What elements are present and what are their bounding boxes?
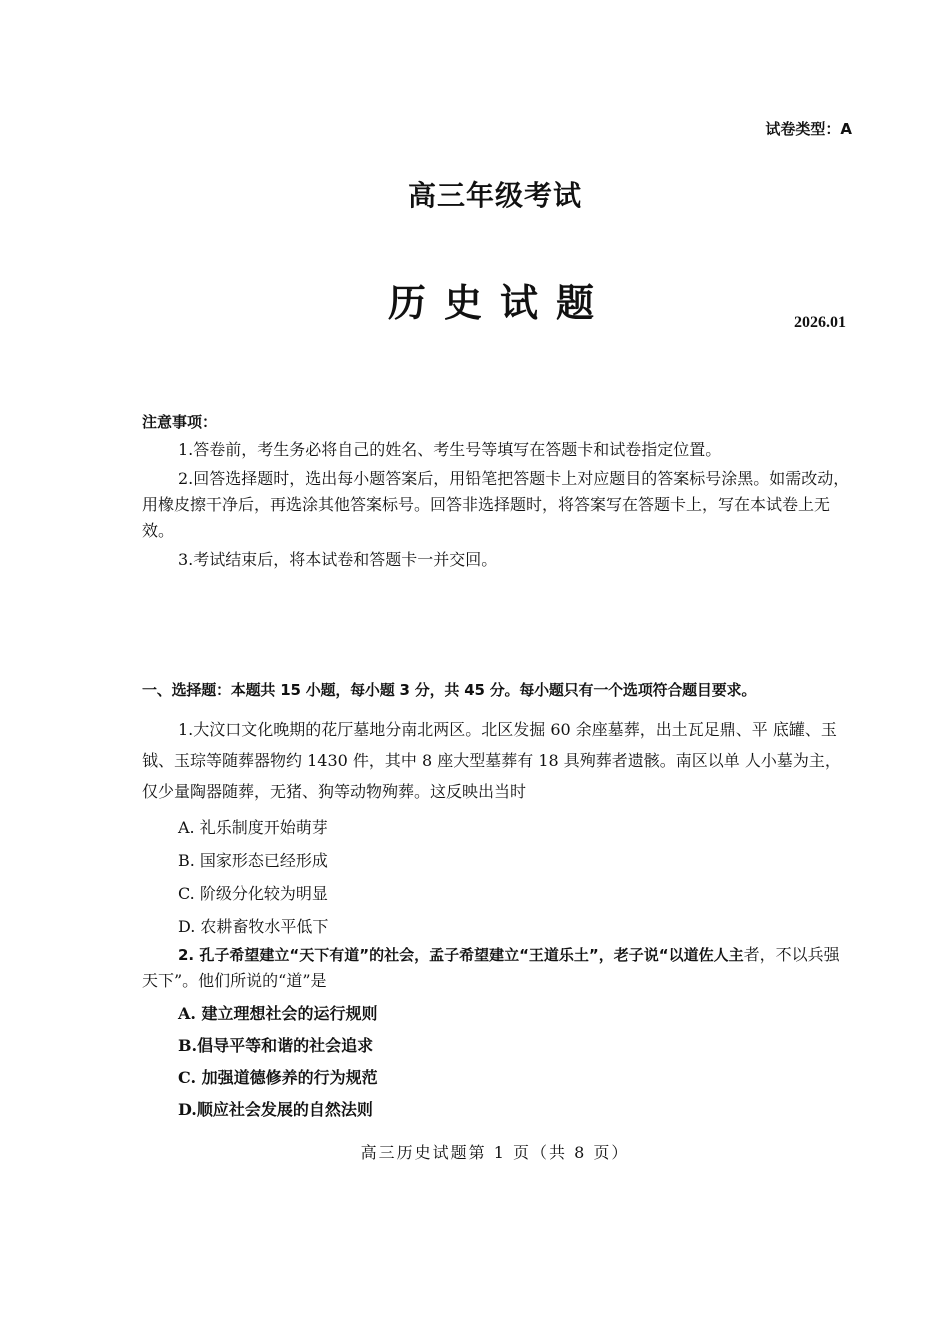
notice-item: 2.回答选择题时，选出每小题答案后，用铅笔把答题卡上对应题目的答案标号涂黑。如需改动，用橡皮擦干净后，再选涂其他答案标号。回答非选择题时，将答案写在答题卡上，写在本试卷上无效。 xyxy=(142,469,850,540)
notice-title: 注意事项： xyxy=(142,413,218,431)
paper-type-label: 试卷类型：A xyxy=(765,120,852,138)
option-c: C. 加强道德修养的行为规范 xyxy=(178,1068,378,1087)
question-stem-rest: 者，不以兵强天下”。他们所说的“道”是 xyxy=(142,945,840,990)
question-2 xyxy=(142,942,854,1122)
page-footer: 高三历史试题第 1 页（共 8 页） xyxy=(360,1143,630,1162)
option-d: D.顺应社会发展的自然法则 xyxy=(178,1100,373,1119)
notice-list xyxy=(142,437,854,576)
question-stem: 1.大汶口文化晚期的花厅墓地分南北两区。北区发掘 60 余座墓葬，出土瓦足鼎、平 底罐、玉钺、玉琮等随葬器物约 1430 件，其中 8 座大型墓葬有 18 具殉葬者遗骸。南区以单 人小墓为主，仅少量陶器随葬，无猪、狗等动物殉葬。这反映出当时 xyxy=(142,720,841,801)
notice-item: 1.答卷前，考生务必将自己的姓名、考生号等填写在答题卡和试卷指定位置。 xyxy=(178,440,722,459)
question-1 xyxy=(142,714,854,939)
option-b: B.倡导平等和谐的社会追求 xyxy=(178,1036,374,1055)
section-heading: 一、选择题：本题共 15 小题，每小题 3 分，共 45 分。每小题只有一个选项符合题目要求。 xyxy=(142,681,757,699)
subject-title: 历史试题 xyxy=(387,280,612,325)
option-c: C. 阶级分化较为明显 xyxy=(178,884,328,903)
exam-title: 高三年级考试 xyxy=(407,179,582,212)
question-stem-lead: 2. 孔子希望建立“天下有道”的社会，孟子希望建立“王道乐土”，老子说“以道佐人主 xyxy=(178,946,744,964)
exam-date: 2026.01 xyxy=(794,314,846,331)
question-stem xyxy=(142,942,854,994)
option-a: A. 礼乐制度开始萌芽 xyxy=(178,818,328,837)
option-a: A. 建立理想社会的运行规则 xyxy=(178,1004,378,1023)
notice-item: 3.考试结束后，将本试卷和答题卡一并交回。 xyxy=(178,550,498,569)
option-b: B. 国家形态已经形成 xyxy=(178,851,328,870)
option-d: D. 农耕畜牧水平低下 xyxy=(178,917,329,936)
